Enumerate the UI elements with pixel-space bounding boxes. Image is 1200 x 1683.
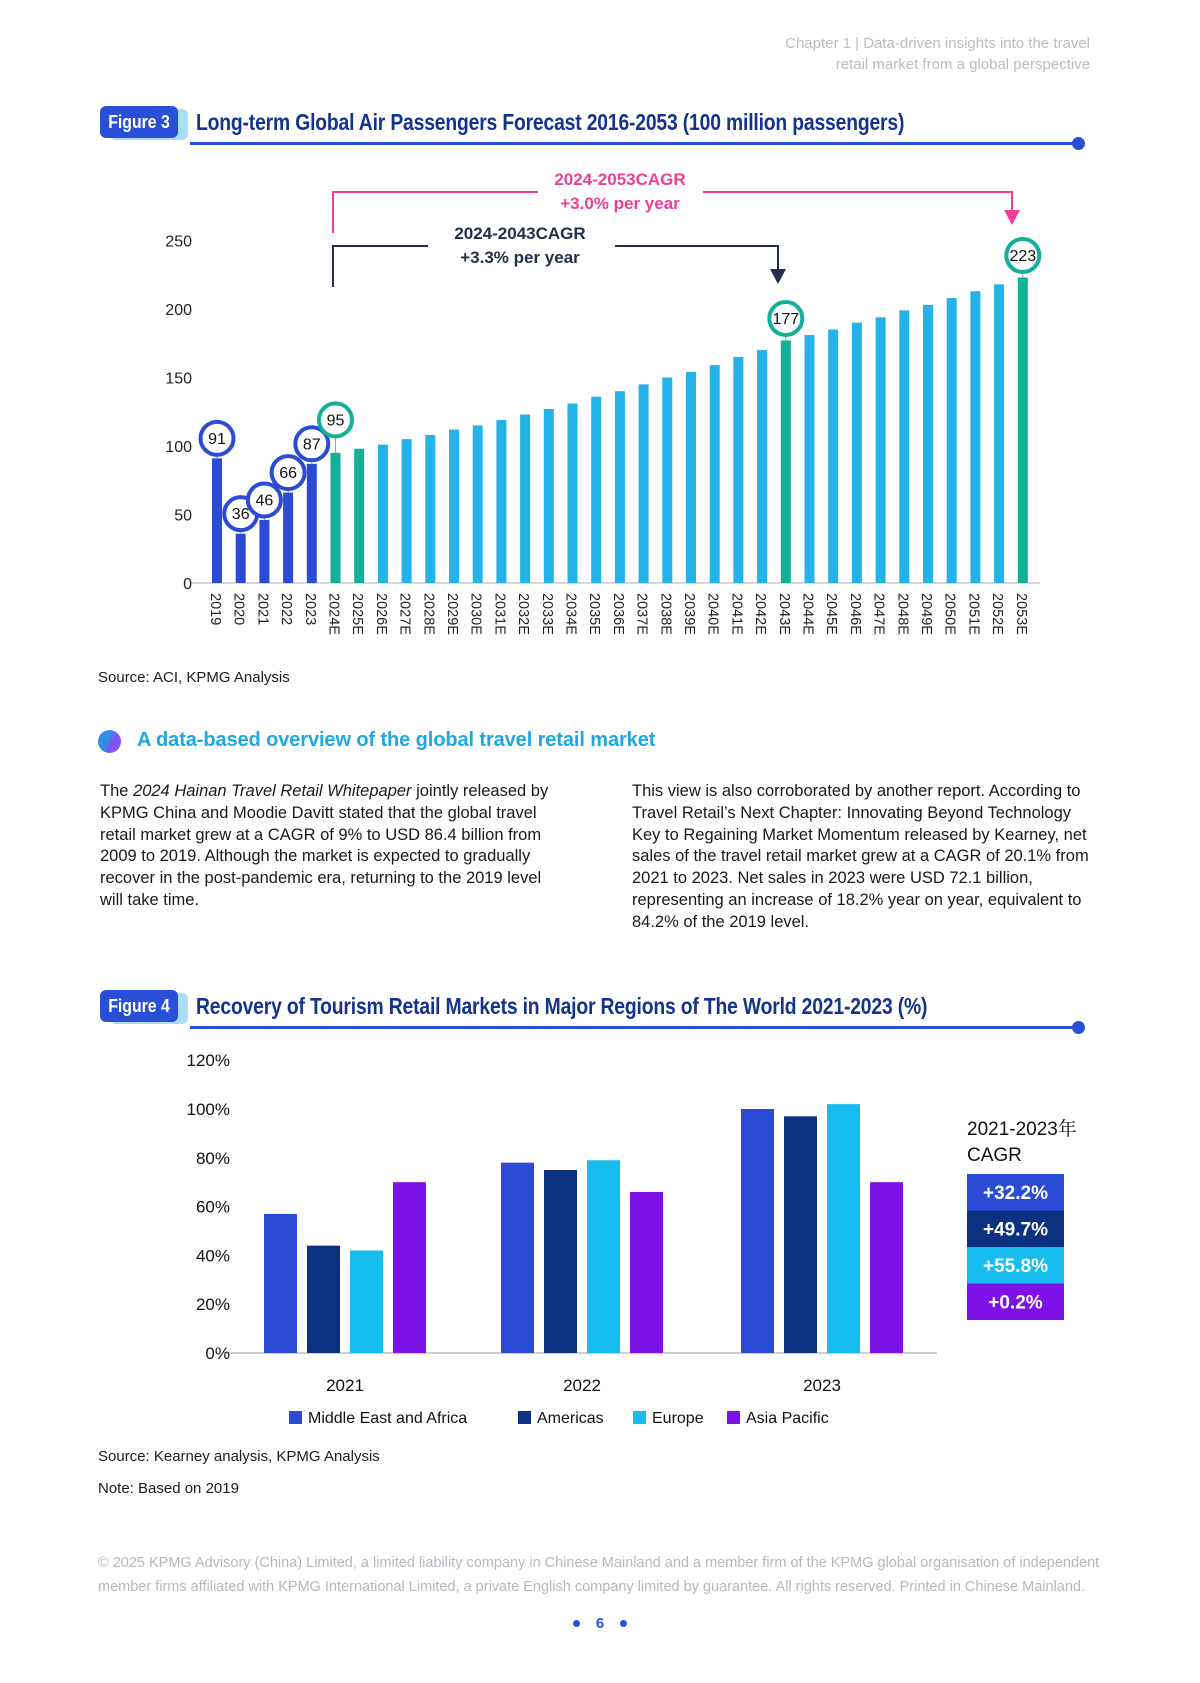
y-axis-tick-label: 20% (195, 1295, 230, 1315)
page-number (0, 1615, 1200, 1632)
figure4-badge-label: Figure 4 (108, 995, 170, 1016)
bar-2034E (568, 404, 578, 583)
chapter-header-line2: retail market from a global perspective (835, 56, 1090, 73)
legend-swatch-icon (727, 1411, 740, 1424)
x-axis-group-label: 2022 (563, 1376, 601, 1395)
x-axis-tick-label: 2039E (681, 593, 697, 635)
bar-2047E (876, 317, 886, 583)
x-axis-tick-label: 2029E (444, 593, 460, 635)
y-axis-tick-label: 100% (186, 1100, 230, 1119)
callout-value: 46 (255, 492, 274, 510)
cagr-2043-arrowhead-icon (770, 269, 786, 284)
x-axis-group-label: 2023 (803, 1376, 841, 1395)
figure4-rule-dot (1072, 1021, 1085, 1034)
callout-value: 91 (208, 430, 226, 448)
y-axis-tick-label: 50 (174, 507, 192, 525)
bar-2039E (686, 372, 696, 583)
callout-value: 177 (772, 311, 800, 329)
cagr-row-value: +49.7% (983, 1219, 1048, 1241)
bar-2025E (354, 449, 364, 583)
bar-2031E (496, 420, 506, 583)
section-bullet-icon (98, 730, 121, 753)
y-axis-tick-label: 0% (205, 1344, 230, 1363)
bar-2045E (828, 330, 838, 583)
figure3-badge-label: Figure 3 (108, 111, 170, 132)
callout-value: 223 (1009, 247, 1037, 265)
cagr-2053-arrowhead-icon (1004, 210, 1020, 225)
x-axis-tick-label: 2050E (941, 593, 958, 635)
bar-2021-middle-east-and-africa (264, 1214, 297, 1353)
page-number-dot-left-icon (573, 1620, 580, 1627)
legend-swatch-icon (633, 1411, 646, 1424)
legend-label: Asia Pacific (746, 1410, 829, 1427)
x-axis-tick-label: 2030E (467, 593, 484, 635)
x-axis-tick-label: 2038E (657, 593, 674, 635)
bar-2044E (805, 335, 815, 583)
x-axis-tick-label: 2024E (325, 593, 342, 635)
x-axis-tick-label: 2027E (396, 593, 413, 635)
legend-swatch-icon (289, 1411, 302, 1424)
x-axis-tick-label: 2053E (1012, 593, 1029, 635)
bar-2022 (283, 493, 293, 583)
y-axis-tick-label: 60% (195, 1197, 230, 1217)
bar-2027E (402, 439, 412, 583)
y-axis-tick-label: 100 (165, 439, 192, 456)
x-axis-tick-label: 2020 (230, 593, 247, 626)
paragraph-left (100, 781, 562, 912)
x-axis-tick-label: 2031E (491, 593, 508, 635)
x-axis-tick-label: 2035E (586, 593, 603, 635)
page-number-dot-right-icon (620, 1620, 627, 1627)
x-axis-tick-label: 2051E (965, 593, 982, 635)
y-axis-tick-label: 80% (195, 1148, 230, 1168)
legend-swatch-icon (518, 1411, 531, 1424)
paragraph-left-rest: jointly released by KPMG China and Moodie Davitt stated that the global travel retail market grew at a CAGR of 9% to USD 86.4 billion from 2009 to 2019. Although the market is expected to gradually recover in the post-pandemic era, returning to the 2019 level will take time. (100, 782, 549, 909)
chapter-header-line1: Chapter 1 | Data-driven insights into the travel (785, 35, 1090, 52)
bar-2021-asia-pacific (393, 1182, 426, 1353)
bar-2021-americas (307, 1246, 340, 1353)
y-axis-tick-label: 150 (165, 370, 192, 388)
figure4-note: Note: Based on 2019 (98, 1480, 239, 1497)
x-axis-tick-label: 2025E (349, 593, 366, 635)
x-axis-tick-label: 2040E (704, 593, 721, 635)
bar-2046E (852, 323, 862, 583)
cagr-2024-2053-annotation (333, 170, 1020, 233)
figure3-badge (100, 106, 184, 138)
bar-2028E (425, 435, 435, 583)
cagr-row-value: +32.2% (983, 1183, 1048, 1204)
paragraph-left-prefix: The (100, 782, 134, 800)
x-axis-tick-label: 2021 (254, 593, 271, 626)
legend-label: Middle East and Africa (308, 1410, 468, 1427)
figure3-title: Long-term Global Air Passengers Forecast 2016-2053 (100 million passengers) (196, 108, 905, 135)
footer-copyright: © 2025 KPMG Advisory (China) Limited, a limited liability company in Chinese Mainland and a member firm of the KPMG global organisation of independent member firms affiliated with KPMG International Limited, a private English company limited by guarantee. All rights reserved. Printed in Chinese Mainland. (98, 1555, 1100, 1595)
bar-2036E (615, 391, 625, 583)
legend-label: Europe (652, 1410, 704, 1427)
bar-2023-europe (827, 1104, 860, 1353)
chapter-header (785, 33, 1090, 75)
x-axis-tick-label: 2049E (918, 593, 934, 635)
x-axis-tick-label: 2044E (799, 593, 816, 635)
bar-2019 (212, 458, 222, 583)
x-axis-tick-label: 2042E (752, 593, 769, 635)
figure4-chart (90, 1040, 1100, 1440)
figure3-bars (165, 234, 1040, 636)
bar-2053E (1018, 277, 1028, 583)
bar-2021 (259, 520, 269, 583)
cagr-2024-2043-annotation (333, 224, 786, 287)
cagr-row-value: +55.8% (983, 1256, 1048, 1277)
page-number-value: 6 (595, 1615, 605, 1632)
bar-2026E (378, 445, 388, 583)
legend-label: Americas (537, 1410, 604, 1427)
bar-2024E (331, 453, 341, 583)
section-heading: A data-based overview of the global travel retail market (137, 729, 656, 751)
bar-2029E (449, 430, 459, 583)
figure4-rule (190, 1026, 1080, 1029)
bar-2043E (781, 341, 791, 583)
x-axis-tick-label: 2045E (823, 593, 840, 635)
figure3-rule-dot (1072, 137, 1085, 150)
paragraph-right: This view is also corroborated by another report. According to Travel Retail’s Next Chapter: Innovating Beyond Technology Key to Regaining Market Momentum released by Kearney, net sales of the travel retail market grew at a CAGR of 20.1% from 2021 to 2023. Net sales in 2023 were USD 72.1 billion, representing an increase of 18.2% year on year, equivalent to 84.2% of the 2019 level. (632, 782, 1089, 931)
bar-2035E (591, 397, 601, 583)
bar-2021-europe (350, 1251, 383, 1353)
x-axis-tick-label: 2041E (728, 593, 745, 635)
bar-2023-americas (784, 1116, 817, 1353)
bar-2023-asia-pacific (870, 1182, 903, 1353)
figure4-title: Recovery of Tourism Retail Markets in Major Regions of The World 2021-2023 (%) (196, 992, 928, 1019)
x-axis-group-label: 2021 (326, 1376, 364, 1395)
cagr-2043-sublabel: +3.3% per year (460, 248, 580, 267)
bar-2040E (710, 365, 720, 583)
cagr-2053-sublabel: +3.0% per year (560, 194, 680, 213)
x-axis-tick-label: 2028E (420, 593, 437, 635)
paragraph-left-italic: 2024 Hainan Travel Retail Whitepaper (133, 782, 412, 800)
cagr-row-value: +0.2% (988, 1292, 1043, 1314)
bar-2042E (757, 350, 767, 583)
bar-2041E (733, 357, 743, 583)
x-axis-tick-label: 2052E (989, 593, 1006, 635)
figure3-chart (90, 150, 1100, 655)
bar-2052E (994, 284, 1004, 583)
x-axis-tick-label: 2033E (538, 593, 555, 635)
bar-2051E (970, 291, 980, 583)
x-axis-tick-label: 2043E (775, 593, 792, 635)
x-axis-tick-label: 2034E (562, 593, 579, 635)
x-axis-tick-label: 2046E (846, 593, 863, 635)
y-axis-tick-label: 40% (195, 1246, 230, 1266)
bar-2022-asia-pacific (630, 1192, 663, 1353)
bar-2020 (236, 534, 246, 583)
bar-2033E (544, 409, 554, 583)
callout-value: 36 (231, 506, 250, 524)
cagr-box-title-line1: 2021-2023年 (967, 1119, 1077, 1140)
x-axis-tick-label: 2048E (894, 593, 911, 635)
bar-2030E (473, 425, 483, 583)
bar-2032E (520, 414, 530, 583)
callout-value: 95 (326, 412, 345, 430)
x-axis-tick-label: 2026E (372, 593, 389, 635)
x-axis-tick-label: 2047E (870, 593, 887, 635)
y-axis-tick-label: 120% (186, 1051, 230, 1071)
cagr-box-title-line2: CAGR (967, 1145, 1022, 1166)
figure3-rule (190, 142, 1080, 145)
y-axis-tick-label: 0 (183, 576, 192, 593)
bar-2022-americas (544, 1170, 577, 1353)
cagr-2043-label: 2024-2043CAGR (454, 224, 586, 243)
x-axis-tick-label: 2019 (207, 593, 223, 626)
bar-2048E (899, 310, 909, 583)
bar-2037E (639, 384, 649, 583)
callout-value: 87 (302, 436, 321, 454)
bar-2038E (662, 378, 672, 584)
figure3-source: Source: ACI, KPMG Analysis (98, 669, 290, 686)
x-axis-tick-label: 2022 (278, 593, 295, 626)
bar-2050E (947, 298, 957, 583)
bar-2022-europe (587, 1160, 620, 1353)
x-axis-tick-label: 2023 (301, 593, 318, 626)
x-axis-tick-label: 2037E (633, 593, 650, 635)
bar-2022-middle-east-and-africa (501, 1163, 534, 1353)
bar-2023-middle-east-and-africa (741, 1109, 774, 1353)
callout-value: 66 (279, 465, 297, 483)
y-axis-tick-label: 200 (165, 302, 192, 319)
y-axis-tick-label: 250 (165, 233, 192, 251)
x-axis-tick-label: 2032E (515, 593, 532, 635)
figure4-badge (100, 990, 184, 1022)
x-axis-tick-label: 2036E (609, 593, 626, 635)
bar-2023 (307, 464, 317, 583)
figure4-source: Source: Kearney analysis, KPMG Analysis (98, 1448, 380, 1465)
bar-2049E (923, 305, 933, 583)
cagr-2053-label: 2024-2053CAGR (554, 170, 686, 189)
